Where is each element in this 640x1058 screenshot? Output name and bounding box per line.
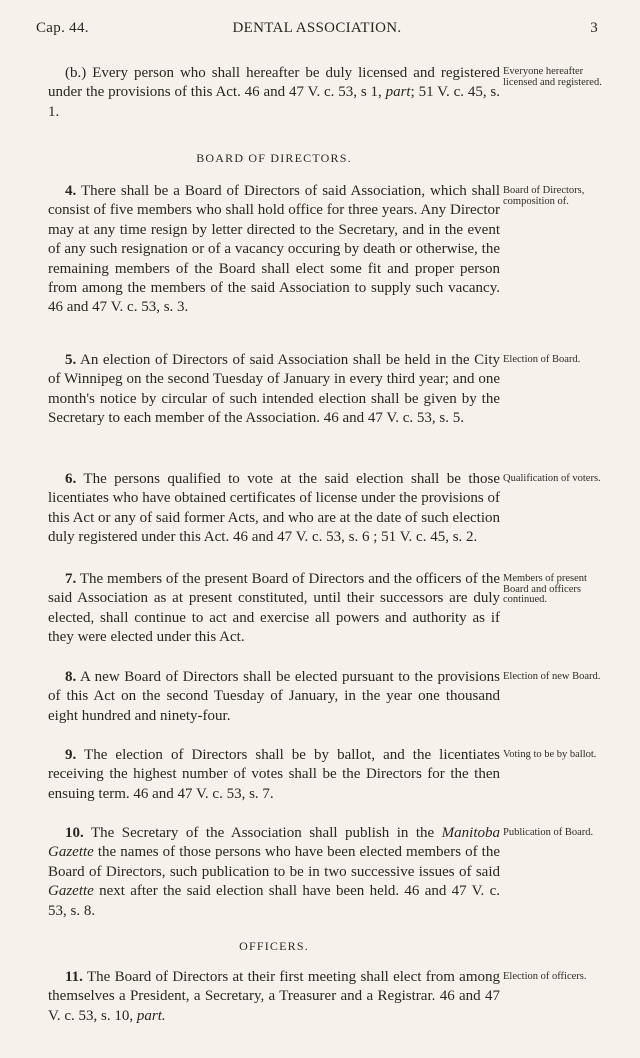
- margin-note-4: Board of Directors, composition of.: [503, 185, 585, 207]
- chapter-label: Cap. 44.: [36, 20, 89, 36]
- margin-note-b: Everyone hereafter licensed and registered.: [503, 66, 602, 88]
- section-5: 5. An election of Directors of said Association shall be held in the City of Winnipeg on the second Tuesday of January in every third year; and one month's notice by circular of such intended election shall be given by the Secretary to each member of the Association. 46 and 47 V. c. 53, s. 5.: [48, 352, 500, 427]
- margin-note-10: Publication of Board.: [503, 827, 594, 838]
- section-4: 4. There shall be a Board of Directors of said Association, which shall consist of five members who shall hold office for three years. Any Director may at any time resign by letter directed to the Secretary, and in the event of any such resignation or of a vacancy occuring by death or otherwise, the remaining members of the Board shall elect some fit and proper person from among the members of the said Association to supply such vacancy. 46 and 47 V. c. 53, s. 3.: [48, 183, 500, 316]
- section-10: 10. The Secretary of the Association shall publish in the Manitoba Gazette the names of those persons who have been elected members of the Board of Directors, such publication to be in two successive issues of said Gazette next after the said election shall have been held. 46 and 47 V. c. 53, s. 8.: [48, 825, 501, 919]
- section-9: 9. The election of Directors shall be by ballot, and the licentiates receiving the highest number of votes shall be the Directors for the then ensuing term. 46 and 47 V. c. 53, s. 7.: [48, 747, 500, 802]
- page-number: 3: [590, 20, 598, 36]
- margin-note-6: Qualification of voters.: [503, 473, 601, 484]
- section-8: 8. A new Board of Directors shall be elected pursuant to the provisions of this Act on the second Tuesday of January, in the year one thousand eight hundred and ninety-four.: [48, 669, 500, 724]
- running-header: [36, 20, 598, 44]
- section-7: 7. The members of the present Board of Directors and the officers of the said Association as at present constituted, until their successors are duly elected, shall continue to act and exercise all powers and authority as if they were elected under this Act.: [48, 571, 500, 646]
- header-title: DENTAL ASSOCIATION.: [232, 20, 402, 36]
- margin-note-11: Election of officers.: [503, 971, 587, 982]
- margin-note-7: Members of present Board and officers continued.: [503, 573, 587, 605]
- margin-note-8: Election of new Board.: [503, 671, 601, 682]
- margin-note-5: Election of Board.: [503, 354, 581, 365]
- section-b: (b.) Every person who shall hereafter be duly licensed and registered under the provisions of this Act. 46 and 47 V. c. 53, s 1, part; 51 V. c. 45, s. 1.: [48, 65, 500, 120]
- margin-note-9: Voting to be by ballot.: [503, 749, 597, 760]
- section-6: 6. The persons qualified to vote at the said election shall be those licentiates who have obtained certificates of license under the provisions of this Act or any of said former Acts, and who are at the date of such election duly registered under this Act. 46 and 47 V. c. 53, s. 6 ; 51 V. c. 45, s. 2.: [48, 471, 500, 546]
- section-11: 11. The Board of Directors at their first meeting shall elect from among themselves a President, a Secretary, a Treasurer and a Registrar. 46 and 47 V. c. 53, s. 10, part.: [48, 969, 500, 1024]
- heading-board-of-directors: BOARD OF DIRECTORS.: [196, 151, 352, 165]
- heading-officers: OFFICERS.: [239, 939, 309, 953]
